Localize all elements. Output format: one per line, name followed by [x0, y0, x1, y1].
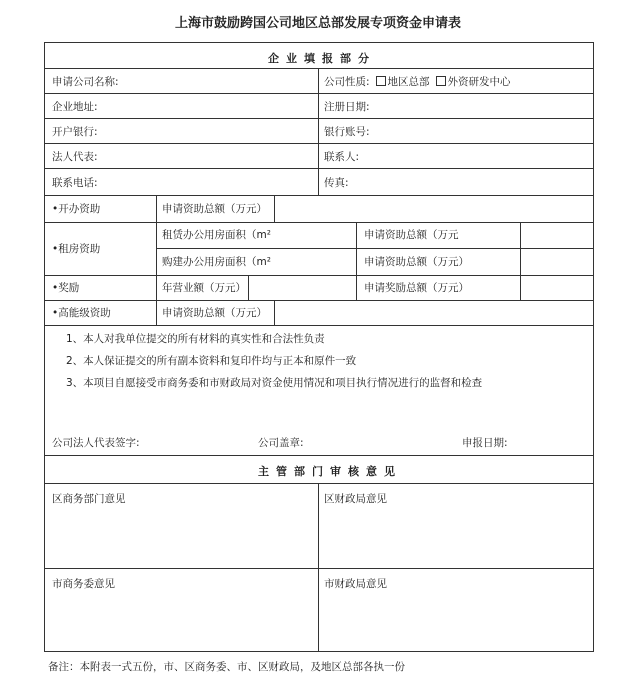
- phone-label: 联系电话:: [52, 177, 98, 189]
- legal-sign-label: 公司法人代表签字:: [52, 437, 140, 449]
- revenue-label: 年营业额（万元）: [162, 282, 246, 294]
- date-label: 申报日期:: [462, 437, 508, 449]
- district-finance-opinion: 区财政局意见: [324, 493, 387, 505]
- highlevel-label: •高能级资助: [52, 307, 111, 319]
- buy-amount-label: 申请资助总额（万元）: [364, 256, 469, 268]
- buy-area-label: 购建办公用房面积（m²: [162, 256, 271, 268]
- startup-label: •开办资助: [52, 203, 101, 215]
- bank-label: 开户银行:: [52, 126, 98, 138]
- startup-amount-label: 申请资助总额（万元）: [162, 203, 267, 215]
- reg-date-label: 注册日期:: [324, 101, 370, 113]
- section-company: 企业填报部分: [268, 52, 376, 65]
- declaration-3: 3、本项目自愿接受市商务委和市财政局对资金使用情况和项目执行情况进行的监督和检查: [66, 377, 483, 389]
- company-type-label: 公司性质:: [324, 76, 370, 88]
- company-type-field: [324, 75, 511, 89]
- section-review: 主管部门审核意见: [258, 465, 402, 478]
- address-label: 企业地址:: [52, 101, 98, 113]
- highlevel-amount-label: 申请资助总额（万元）: [162, 307, 267, 319]
- company-name-label: 申请公司名称:: [52, 76, 119, 88]
- rent-amount-label: 申请资助总额（万元: [364, 229, 459, 241]
- seal-label: 公司盖章:: [258, 437, 304, 449]
- option-regional-hq: 地区总部: [387, 76, 430, 88]
- fax-label: 传真:: [324, 177, 349, 189]
- footnote: 备注：本附表一式五份，市、区商务委、市、区财政局，及地区总部各执一份: [48, 661, 405, 673]
- rent-area-label: 租赁办公用房面积（m²: [162, 229, 271, 241]
- checkbox-regional-hq[interactable]: [376, 76, 386, 86]
- city-finance-opinion: 市财政局意见: [324, 578, 387, 590]
- reward-label: •奖励: [52, 282, 80, 294]
- legal-rep-label: 法人代表:: [52, 151, 98, 163]
- form-title: 上海市鼓励跨国公司地区总部发展专项资金申请表: [174, 16, 461, 31]
- option-rd-center: 外资研发中心: [447, 76, 511, 88]
- account-label: 银行账号:: [324, 126, 370, 138]
- declaration-2: 2、本人保证提交的所有副本资料和复印件均与正本和原件一致: [66, 355, 357, 367]
- reward-amount-label: 申请奖励总额（万元）: [364, 282, 469, 294]
- district-commerce-opinion: 区商务部门意见: [52, 493, 126, 505]
- declaration-1: 1、本人对我单位提交的所有材料的真实性和合法性负责: [66, 333, 325, 345]
- contact-label: 联系人:: [324, 151, 360, 163]
- rent-label: •租房资助: [52, 243, 101, 255]
- checkbox-rd-center[interactable]: [436, 76, 446, 86]
- city-commerce-opinion: 市商务委意见: [52, 578, 115, 590]
